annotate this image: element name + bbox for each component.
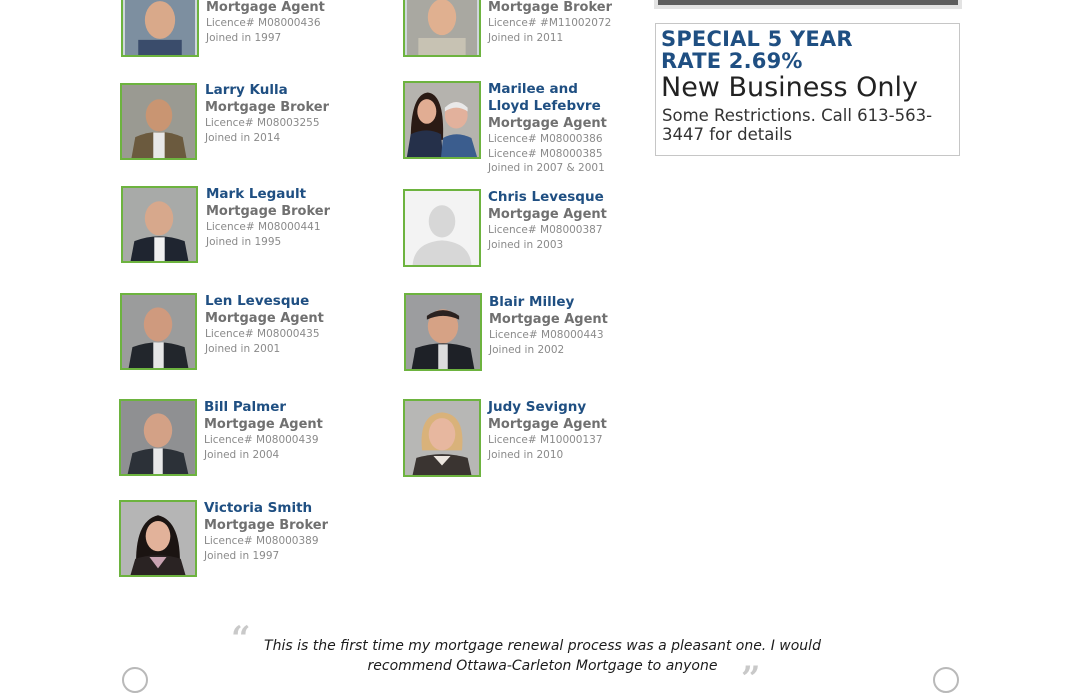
agent-joined: Joined in 2007 & 2001 bbox=[488, 162, 605, 174]
agent-role: Mortgage Agent bbox=[206, 0, 325, 15]
next-arrow-icon[interactable] bbox=[933, 667, 959, 693]
agent-role: Mortgage Agent bbox=[204, 417, 323, 432]
agent-name[interactable]: Judy Sevigny bbox=[488, 399, 587, 415]
promo-subheadline: New Business Only bbox=[661, 72, 918, 103]
agent-photo[interactable] bbox=[403, 81, 481, 159]
agent-licence: Licence# #M11002072 bbox=[488, 17, 612, 29]
agent-name[interactable]: Marilee and Lloyd Lefebvre bbox=[488, 81, 601, 114]
testimonial-text: This is the first time my mortgage renewal process was a pleasant one. I would recommend Ottawa-Carleton Mortgage to anyone bbox=[264, 638, 821, 674]
agent-licence: Licence# M08000439 bbox=[204, 434, 319, 446]
agent-photo[interactable] bbox=[120, 83, 197, 160]
agent-licence: Licence# M08000387 bbox=[488, 224, 603, 236]
agent-photo[interactable] bbox=[121, 186, 198, 263]
agent-joined: Joined in 2004 bbox=[204, 448, 280, 461]
agent-name[interactable]: Blair Milley bbox=[489, 294, 575, 310]
agent-licence: Licence# M08000436 bbox=[206, 17, 321, 29]
agent-licence: Licence# M08003255 bbox=[205, 117, 320, 129]
agent-name[interactable]: Chris Levesque bbox=[488, 189, 604, 205]
agent-name[interactable]: Len Levesque bbox=[205, 293, 310, 309]
agent-name[interactable]: Mark Legault bbox=[206, 186, 307, 202]
promo-box[interactable] bbox=[655, 23, 960, 156]
agent-joined: Joined in 1997 bbox=[204, 549, 280, 562]
agent-photo[interactable] bbox=[403, 399, 481, 477]
agent-licence: Licence# M08000389 bbox=[204, 535, 319, 547]
agent-role: Mortgage Broker bbox=[488, 0, 612, 15]
agent-joined: Joined in 2010 bbox=[488, 448, 564, 461]
agent-licence: Licence# M10000137 bbox=[488, 434, 603, 446]
agent-role: Mortgage Agent bbox=[489, 312, 608, 327]
agent-joined: Joined in 2002 bbox=[489, 343, 565, 356]
agent-joined: Joined in 1995 bbox=[206, 235, 282, 248]
agent-name[interactable]: Bill Palmer bbox=[204, 399, 287, 415]
agent-photo[interactable] bbox=[119, 399, 197, 476]
quote-open-icon: “ bbox=[231, 619, 251, 659]
agent-joined: Joined in 2001 bbox=[205, 342, 281, 355]
prev-arrow-icon[interactable] bbox=[122, 667, 148, 693]
agent-joined: Joined in 1997 bbox=[206, 31, 282, 44]
agent-photo[interactable] bbox=[120, 293, 197, 370]
agent-photo[interactable] bbox=[121, 0, 199, 57]
agent-joined: Joined in 2003 bbox=[488, 238, 564, 251]
agent-licence: Licence# M08000385 bbox=[488, 147, 603, 160]
promo-details: Some Restrictions. Call 613-563-3447 for details bbox=[662, 106, 933, 144]
agent-photo[interactable] bbox=[404, 293, 482, 371]
sidebar-widget-top bbox=[654, 0, 962, 9]
agent-licence: Licence# M08000441 bbox=[206, 221, 321, 233]
agent-role: Mortgage Broker bbox=[204, 518, 328, 533]
quote-close-icon: ” bbox=[741, 659, 761, 699]
agent-joined: Joined in 2014 bbox=[205, 131, 281, 144]
agent-licence: Licence# M08000443 bbox=[489, 329, 604, 341]
agent-photo[interactable] bbox=[403, 189, 481, 267]
agent-role: Mortgage Agent bbox=[205, 311, 324, 326]
agent-licence: Licence# M08000386 bbox=[488, 133, 603, 145]
agent-role: Mortgage Agent bbox=[488, 116, 607, 131]
agent-licence: Licence# M08000435 bbox=[205, 328, 320, 340]
agent-name[interactable]: Larry Kulla bbox=[205, 82, 288, 98]
agent-name[interactable]: Victoria Smith bbox=[204, 500, 313, 516]
agent-photo[interactable] bbox=[119, 500, 197, 577]
promo-headline: SPECIAL 5 YEAR RATE 2.69% bbox=[661, 27, 853, 73]
agent-role: Mortgage Agent bbox=[488, 417, 607, 432]
agent-role: Mortgage Broker bbox=[206, 204, 330, 219]
avatar-placeholder-icon bbox=[405, 191, 479, 265]
agent-role: Mortgage Broker bbox=[205, 100, 329, 115]
agent-photo[interactable] bbox=[403, 0, 481, 57]
agent-role: Mortgage Agent bbox=[488, 207, 607, 222]
agent-joined: Joined in 2011 bbox=[488, 31, 564, 44]
